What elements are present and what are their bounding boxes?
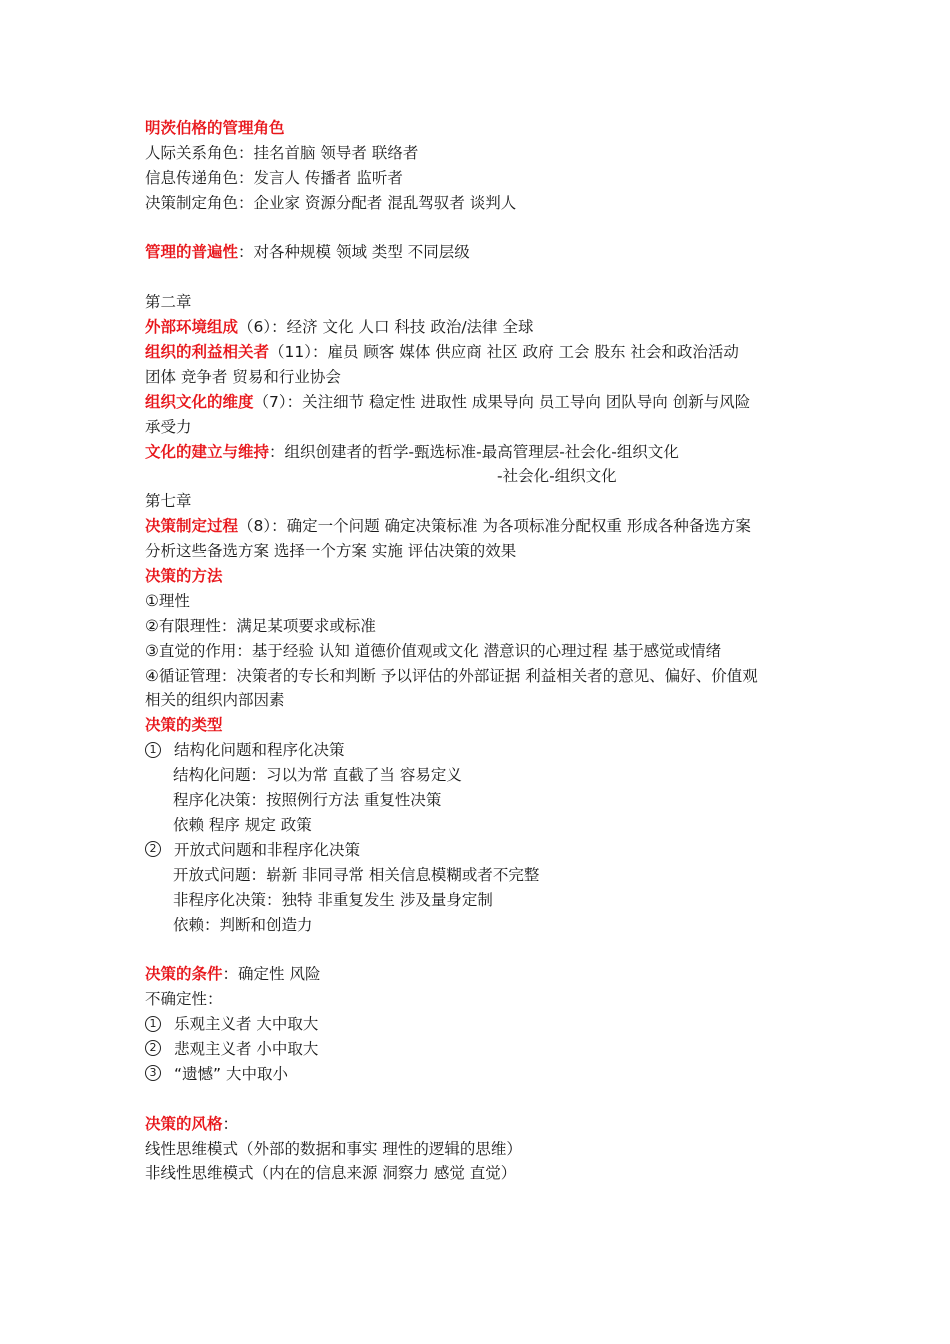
term-heading: 决策的风格: [145, 1114, 223, 1133]
text-line: 决策制定过程（8）：确定一个问题 确定决策标准 为各项标准分配权重 形成各种备选方案: [145, 517, 751, 536]
term-heading: 组织的利益相关者: [145, 343, 270, 362]
sub-item: 程序化决策：按照例行方法 重复性决策: [173, 791, 442, 810]
text-line: 不确定性：: [145, 990, 223, 1009]
term-heading: 管理的普遍性: [145, 243, 239, 262]
text-line: 分析这些备选方案 选择一个方案 实施 评估决策的效果: [145, 542, 517, 561]
text-line: 信息传递角色：发言人 传播者 监听者: [145, 168, 403, 187]
text-line: 决策的条件：确定性 风险: [145, 965, 321, 984]
term-heading: 文化的建立与维持: [145, 442, 270, 461]
circled-number: 2: [145, 1040, 161, 1056]
text-line: 文化的建立与维持：组织创建者的哲学-甄选标准-最高管理层-社会化-组织文化: [145, 442, 679, 461]
sub-item: 非程序化决策：独特 非重复发生 涉及量身定制: [173, 890, 493, 909]
text-line: 组织的利益相关者（11）：雇员 顾客 媒体 供应商 社区 政府 工会 股东 社会和政治活动: [145, 343, 739, 362]
text-line: 承受力: [145, 417, 192, 436]
text-line: 组织文化的维度（7）：关注细节 稳定性 进取性 成果导向 员工导向 团队导向 创新与风险: [145, 392, 751, 411]
text-line: 外部环境组成（6）：经济 文化 人口 科技 政治/法律 全球: [145, 318, 534, 337]
section-heading: 决策的类型: [145, 716, 223, 735]
list-item: 2 悲观主义者 小中取大: [145, 1037, 825, 1062]
circled-number: 1: [145, 742, 161, 758]
chapter-title: 第二章: [145, 293, 192, 312]
list-item: ①理性: [145, 591, 190, 610]
term-heading: 外部环境组成: [145, 318, 239, 337]
list-item: 2 开放式问题和非程序化决策: [145, 838, 825, 863]
text-line: 非线性思维模式（内在的信息来源 洞察力 感觉 直觉）: [145, 1164, 517, 1183]
sub-item: 依赖：判断和创造力: [173, 915, 313, 934]
sub-item: 依赖 程序 规定 政策: [173, 815, 312, 834]
list-item: ③直觉的作用：基于经验 认知 道德价值观或文化 潜意识的心理过程 基于感觉或情绪: [145, 641, 722, 660]
text-line: 决策的风格：: [145, 1114, 239, 1133]
list-item: 1 乐观主义者 大中取大: [145, 1012, 825, 1037]
term-heading: 组织文化的维度: [145, 392, 254, 411]
list-item: 3 “遗憾” 大中取小: [145, 1062, 825, 1087]
section-heading: 决策的方法: [145, 567, 223, 586]
document-body: [145, 116, 825, 1186]
list-item: 1 结构化问题和程序化决策: [145, 738, 825, 763]
circled-number: 3: [145, 1065, 161, 1081]
text-line: 线性思维模式（外部的数据和事实 理性的逻辑的思维）: [145, 1139, 522, 1158]
text-line: 团体 竞争者 贸易和行业协会: [145, 367, 341, 386]
section-heading: 明茨伯格的管理角色: [145, 119, 285, 137]
circled-number: 1: [145, 1016, 161, 1032]
text-line: -社会化-组织文化: [497, 467, 617, 486]
term-heading: 决策的条件: [145, 965, 223, 984]
text-line: 管理的普遍性：对各种规模 领域 类型 不同层级: [145, 243, 470, 262]
sub-item: 开放式问题：崭新 非同寻常 相关信息模糊或者不完整: [173, 865, 540, 884]
text-line: 决策制定角色：企业家 资源分配者 混乱驾驭者 谈判人: [145, 193, 517, 212]
list-item: ②有限理性：满足某项要求或标准: [145, 616, 376, 635]
sub-item: 结构化问题：习以为常 直截了当 容易定义: [173, 766, 462, 785]
chapter-title: 第七章: [145, 492, 192, 511]
text-line: 人际关系角色：挂名首脑 领导者 联络者: [145, 143, 419, 162]
term-heading: 决策制定过程: [145, 517, 239, 536]
text-line: 相关的组织内部因素: [145, 691, 285, 710]
circled-number: 2: [145, 841, 161, 857]
list-item: ④循证管理：决策者的专长和判断 予以评估的外部证据 利益相关者的意见、偏好、价值观: [145, 666, 758, 685]
